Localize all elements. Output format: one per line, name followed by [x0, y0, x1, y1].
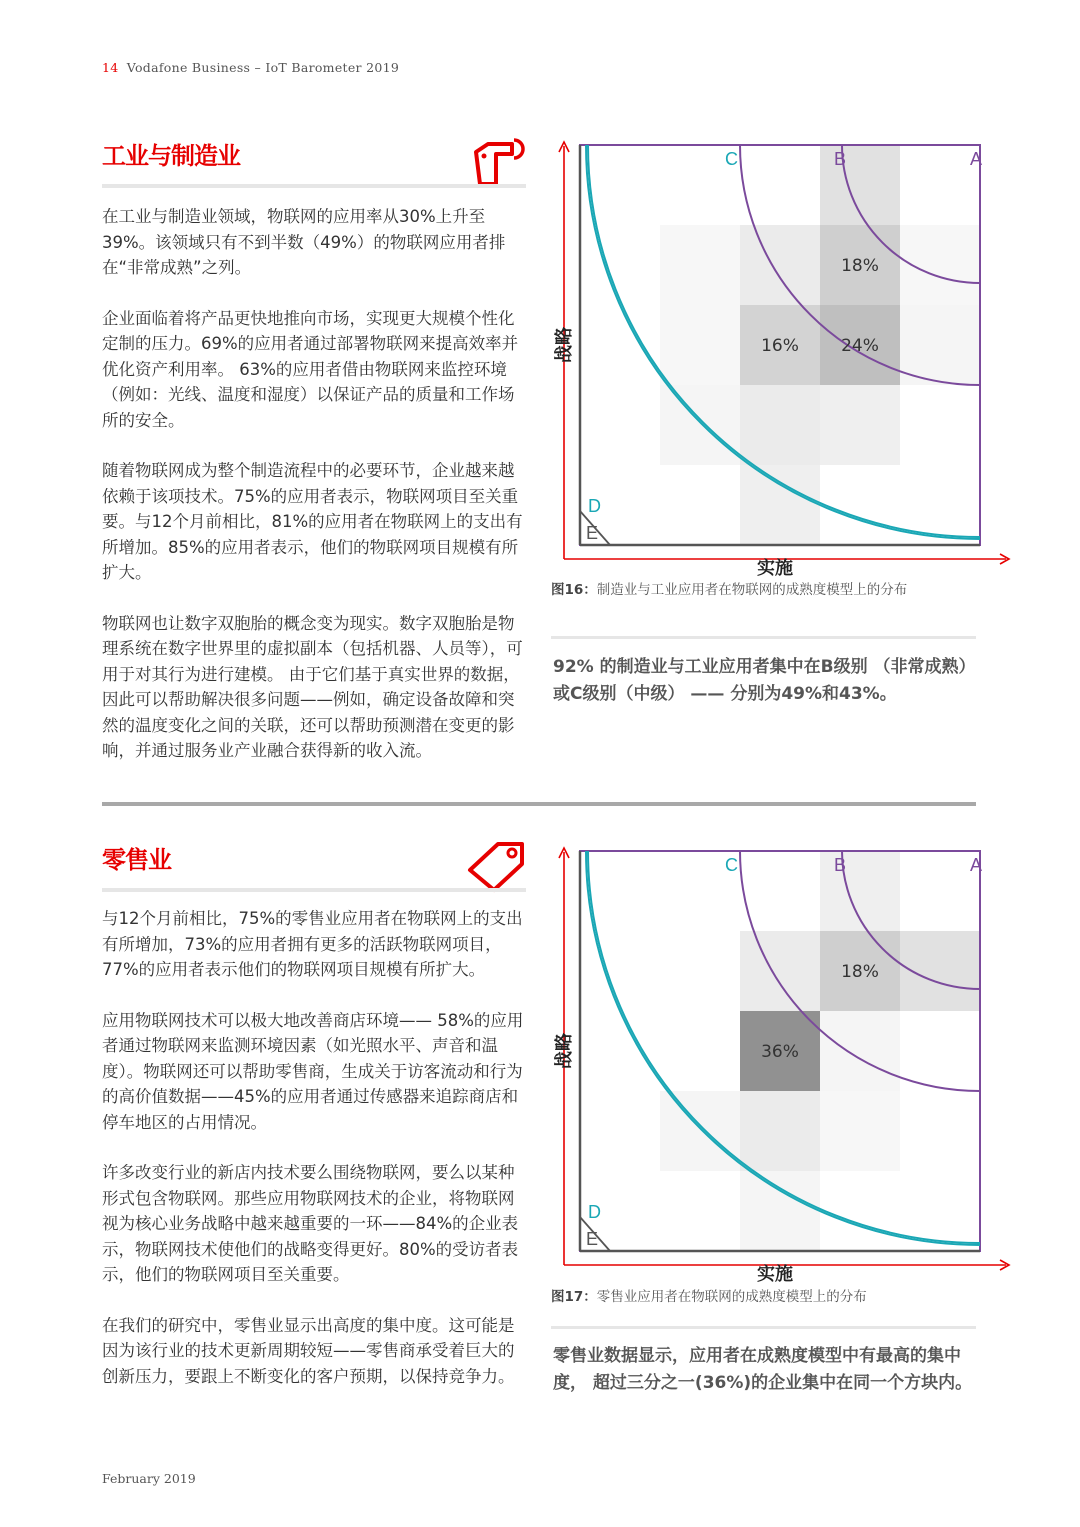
section1-body [102, 204, 530, 789]
zone-label: E [586, 1229, 599, 1249]
heatmap-cell [900, 305, 980, 385]
section-divider [102, 802, 976, 806]
y-axis-label: 战略 [554, 1033, 575, 1069]
heatmap-cell [660, 1091, 740, 1171]
zone-label: B [834, 149, 847, 169]
heatmap-cell [740, 1171, 820, 1251]
maturity-chart-manufacturing [548, 140, 983, 579]
heatmap-cell [740, 931, 820, 1011]
price-tag-icon [466, 838, 528, 894]
figure-label: 图16： [551, 582, 597, 598]
section-rule [102, 888, 526, 892]
paragraph: 企业面临着将产品更快地推向市场，实现更大规模个性化定制的压力。69%的应用者通过部署物联网来提高效率并优化资产利用率。 63%的应用者借由物联网来监控环境 （例如：光线、温度和湿度）以保证产品的质量和工作场所的安全。 [102, 308, 519, 430]
maturity-chart-retail [548, 846, 983, 1285]
page-footer-date: February 2019 [102, 1471, 196, 1486]
header-title: Vodafone Business – IoT Barometer 2019 [126, 60, 400, 75]
zone-label: D [588, 496, 601, 516]
x-axis-label: 实施 [757, 1264, 793, 1285]
heatmap-cell [660, 225, 740, 305]
data-label: 16% [761, 336, 799, 356]
figure-caption [551, 578, 981, 598]
section-rule [102, 184, 526, 188]
section2-body [102, 906, 530, 1414]
heatmap-cell [740, 225, 820, 305]
heatmap-cell [740, 1091, 820, 1171]
zone-label: C [725, 855, 738, 875]
data-label: 18% [841, 256, 879, 276]
paragraph: 许多改变行业的新店内技术要么围绕物联网，要么以某种形式包含物联网。那些应用物联网技术的企业，将物联网视为核心业务战略中越来越重要的一环——84%的企业表示，物联网技术使他们的战略变得更好。80%的受访者表示，他们的物联网项目至关重要。 [102, 1163, 519, 1284]
paragraph: 与12个月前相比，75%的零售业应用者在物联网上的支出有所增加，73%的应用者拥有更多的活跃物联网项目，77%的应用者表示他们的物联网项目规模有所扩大。 [102, 909, 523, 979]
figure-caption [551, 1285, 981, 1305]
zone-label: A [970, 855, 983, 875]
x-axis-label: 实施 [757, 558, 793, 579]
paragraph: 物联网也让数字双胞胎的概念变为现实。数字双胞胎是物理系统在数字世界里的虚拟副本（包括机器、人员等），可用于对其行为进行建模。 由于它们基于真实世界的数据，因此可以帮助解决很多问题——例如，确定设备故障和突然的温度变化之间的关联，还可以帮助预测潜在变更的影响，并通过服务业产业融合获得新的收入流。 [102, 613, 523, 760]
heatmap-cell [660, 385, 740, 465]
caption-rule [551, 636, 976, 639]
page-header [102, 60, 399, 75]
heatmap-cell [820, 1011, 900, 1091]
data-label: 36% [761, 1042, 799, 1062]
paragraph: 应用物联网技术可以极大地改善商店环境—— 58%的应用者通过物联网来监测环境因素（如光照水平、声音和温度）。物联网还可以帮助零售商，生成关于访客流动和行为的高价值数据——45%的应用者通过传感器来追踪商店和停车地区的占用情况。 [102, 1010, 524, 1132]
zone-label: D [588, 1202, 601, 1222]
zone-label: E [586, 523, 599, 543]
section-title-manufacturing: 工业与制造业 [102, 142, 240, 170]
caption-rule [551, 1326, 976, 1329]
zone-label: C [725, 149, 738, 169]
pull-quote: 92% 的制造业与工业应用者集中在B级别 （非常成熟）或C级别（中级） —— 分别为49%和43%。 [553, 657, 976, 704]
pull-quote: 零售业数据显示，应用者在成熟度模型中有最高的集中度， 超过三分之一(36%)的企业集中在同一个方块内。 [553, 1346, 973, 1393]
heatmap-cell [660, 305, 740, 385]
heatmap-cell [820, 1091, 900, 1171]
robot-arm-icon [470, 134, 530, 190]
paragraph: 在我们的研究中，零售业显示出高度的集中度。这可能是因为该行业的技术更新周期较短——零售商承受着巨大的创新压力，要跟上不断变化的客户预期，以保持竞争力。 [102, 1315, 515, 1386]
zone-label: A [970, 149, 983, 169]
figure-caption-text: 制造业与工业应用者在物联网的成熟度模型上的分布 [596, 582, 908, 598]
data-label: 24% [841, 336, 879, 356]
paragraph: 在工业与制造业领域，物联网的应用率从30%上升至39%。该领域只有不到半数（49%）的物联网应用者排在“非常成熟”之列。 [102, 207, 506, 277]
figure-caption-text: 零售业应用者在物联网的成熟度模型上的分布 [596, 1289, 867, 1305]
paragraph: 随着物联网成为整个制造流程中的必要环节，企业越来越依赖于该项技术。75%的应用者表示，物联网项目至关重要。与12个月前相比，81%的应用者在物联网上的支出有所增加。85%的应用者表示，他们的物联网项目规模有所扩大。 [102, 461, 523, 582]
heatmap-cell [740, 465, 820, 545]
heatmap-cell [740, 385, 820, 465]
data-label: 18% [841, 962, 879, 982]
section-title-retail: 零售业 [102, 846, 171, 874]
heatmap-cell [820, 385, 900, 465]
figure-label: 图17： [551, 1289, 597, 1305]
page-number: 14 [102, 60, 119, 75]
y-axis-label: 战略 [554, 327, 575, 363]
zone-label: B [834, 855, 847, 875]
